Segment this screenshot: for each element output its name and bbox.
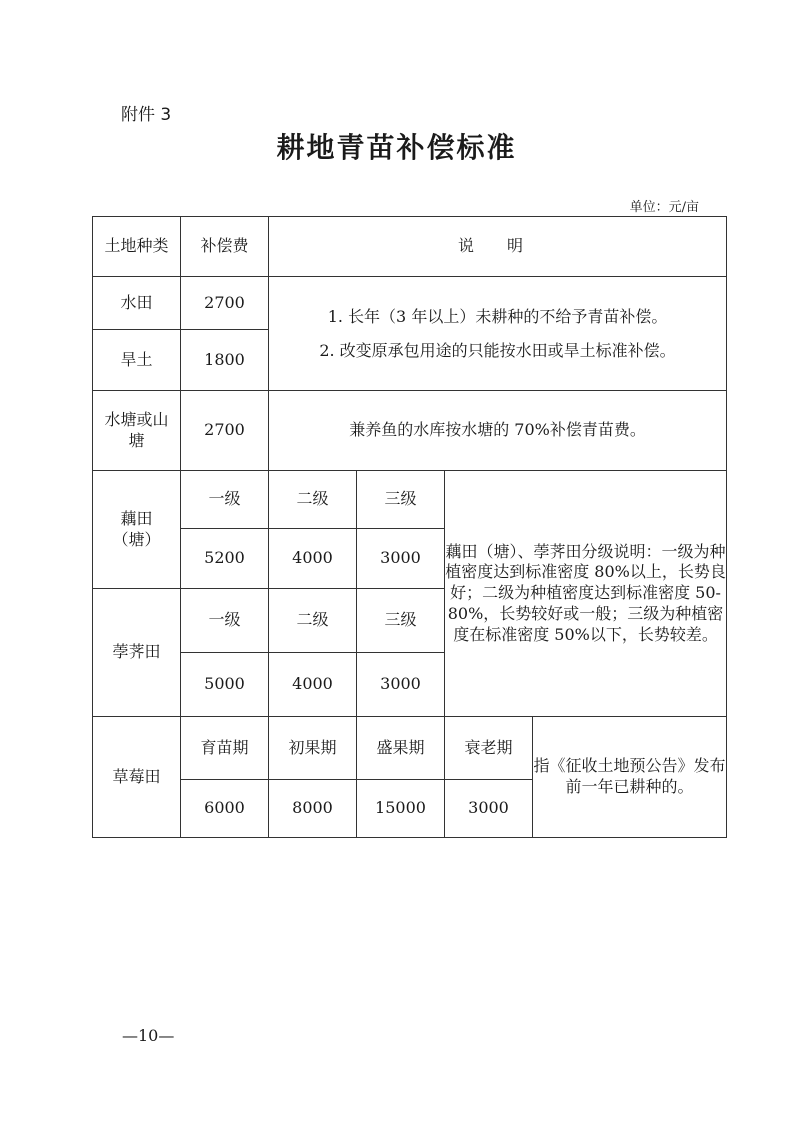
lotus-fee-1: 5200 [181,529,269,589]
waterchestnut-fee-2: 4000 [269,653,357,717]
strawberry-name: 草莓田 [93,717,181,838]
page-number: —10— [122,1026,175,1045]
strawberry-stage-2: 初果期 [269,717,357,780]
strawberry-stage-3: 盛果期 [357,717,445,780]
dryland-fee: 1800 [181,330,269,391]
table-row [93,277,727,330]
paddy-name: 水田 [93,277,181,330]
waterchestnut-fee-1: 5000 [181,653,269,717]
waterchestnut-grade-3: 三级 [357,589,445,653]
paddy-dry-note-2: 2. 改变原承包用途的只能按水田或旱土标准补偿。 [319,340,676,360]
table-header-row [93,217,727,277]
paddy-dry-notes [269,277,727,391]
compensation-table [92,216,727,838]
waterchestnut-grade-2: 二级 [269,589,357,653]
header-note: 说 明 [269,217,727,277]
strawberry-note: 指《征收土地预公告》发布前一年已耕种的。 [533,717,727,838]
lotus-grade-2: 二级 [269,471,357,529]
waterchestnut-fee-3: 3000 [357,653,445,717]
pond-name: 水塘或山塘 [93,391,181,471]
strawberry-fee-1: 6000 [181,780,269,838]
attachment-label: 附件 3 [121,105,172,125]
strawberry-fee-4: 3000 [445,780,533,838]
pond-fee: 2700 [181,391,269,471]
grade-note: 藕田（塘）、荸荠田分级说明：一级为种植密度达到标准密度 80%以上，长势良好；二级为种植密度达到标准密度 50-80%，长势较好或一般；三级为种植密度在标准密度 50%以下，长势较差。 [445,471,727,717]
table-row [93,391,727,471]
pond-note: 兼养鱼的水库按水塘的 70%补偿青苗费。 [269,391,727,471]
lotus-fee-3: 3000 [357,529,445,589]
waterchestnut-name: 荸荠田 [93,589,181,717]
lotus-name: 藕田（塘） [93,471,181,589]
waterchestnut-grade-1: 一级 [181,589,269,653]
unit-label: 单位：元/亩 [629,200,699,215]
lotus-fee-2: 4000 [269,529,357,589]
lotus-grade-1: 一级 [181,471,269,529]
strawberry-fee-3: 15000 [357,780,445,838]
header-fee: 补偿费 [181,217,269,277]
table-row [93,717,727,780]
strawberry-fee-2: 8000 [269,780,357,838]
paddy-fee: 2700 [181,277,269,330]
strawberry-stage-4: 衰老期 [445,717,533,780]
table-row [93,471,727,529]
paddy-dry-note-1: 1. 长年（3 年以上）未耕种的不给予青苗补偿。 [327,306,668,326]
strawberry-stage-1: 育苗期 [181,717,269,780]
dryland-name: 旱土 [93,330,181,391]
lotus-grade-3: 三级 [357,471,445,529]
page-title: 耕地青苗补偿标准 [276,131,517,164]
header-land-type: 土地种类 [93,217,181,277]
